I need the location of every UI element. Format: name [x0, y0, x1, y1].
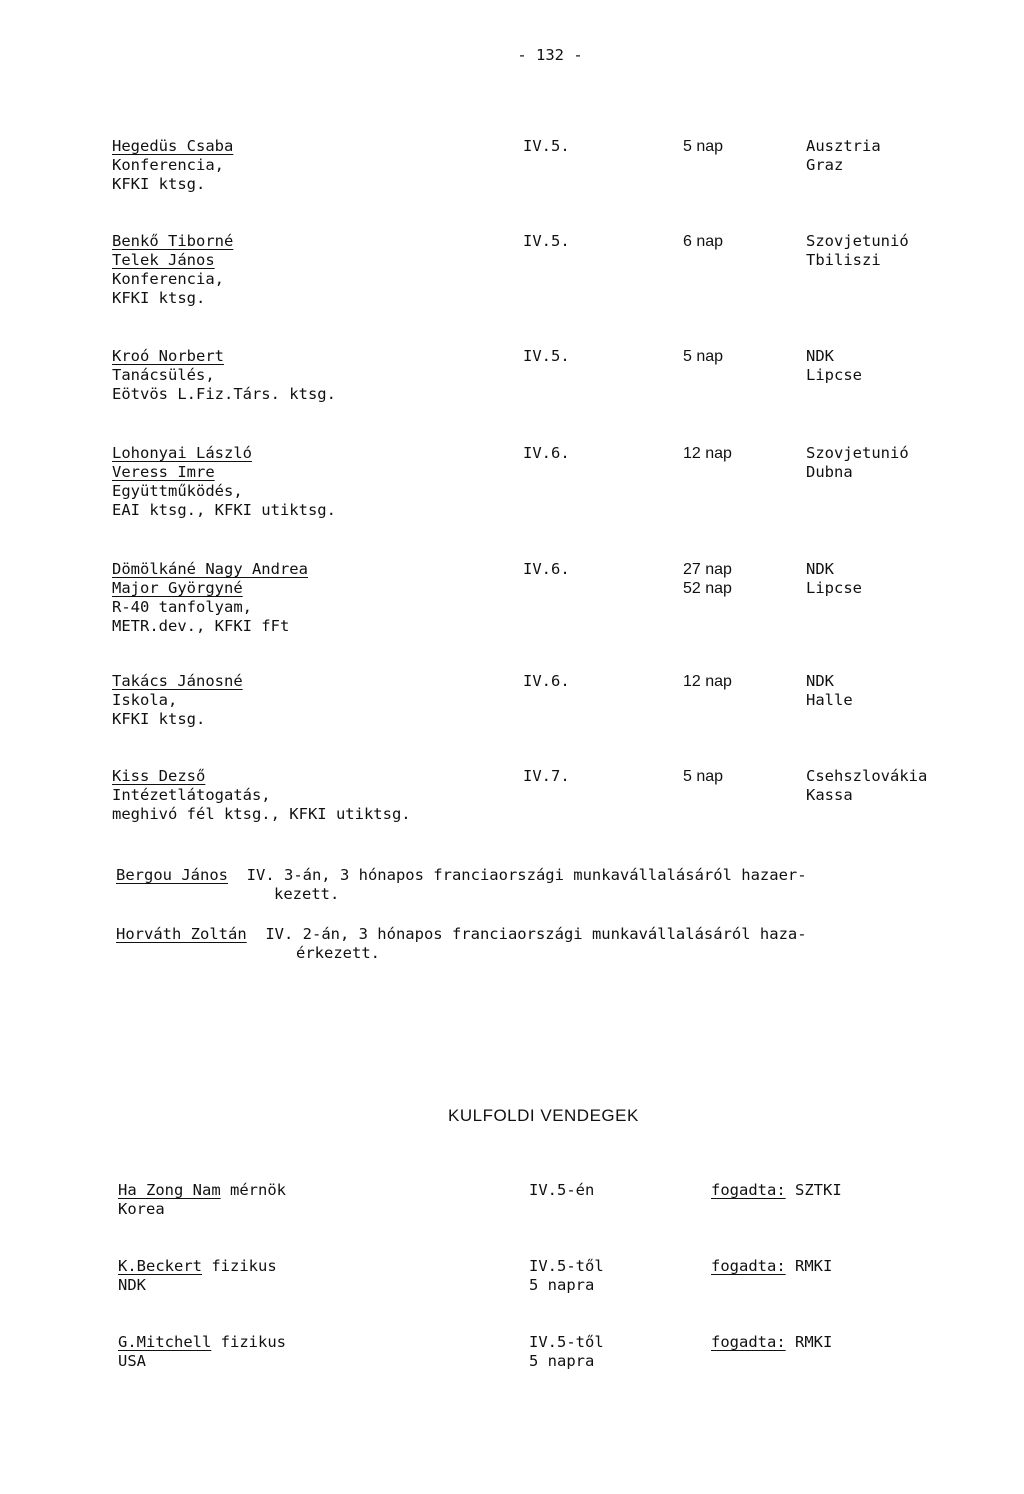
- return-text: IV. 2-án, 3 hónapos franciaországi munkavállalásáról haza-: [265, 925, 807, 943]
- return-text-cont: érkezett.: [296, 944, 380, 962]
- host-institute: RMKI: [795, 1257, 833, 1275]
- destination-city: Graz: [806, 156, 844, 174]
- destination-city: Halle: [806, 691, 853, 709]
- trip-destination: [806, 347, 862, 385]
- host-institute: RMKI: [795, 1333, 833, 1351]
- trip-people: [112, 232, 233, 308]
- trip-duration: 5 nap: [683, 348, 724, 365]
- trip-destination: [806, 767, 927, 805]
- visitor-info: [118, 1181, 286, 1219]
- trip-people: [112, 137, 233, 194]
- visitor-name: Ha Zong Nam: [118, 1181, 221, 1199]
- visit-host: [711, 1181, 842, 1200]
- trip-date: IV.5.: [523, 347, 570, 365]
- return-text: IV. 3-án, 3 hónapos franciaországi munkavállalásáról hazaer-: [246, 866, 807, 884]
- returnee-name: Bergou János: [116, 866, 228, 884]
- trip-destination: [806, 672, 853, 710]
- trip-purpose: Konferencia,: [112, 270, 224, 288]
- traveler-name: Takács Jánosné: [112, 672, 243, 690]
- trip-date: IV.6.: [523, 560, 570, 578]
- destination-city: Lipcse: [806, 579, 862, 597]
- traveler-name: Veress Imre: [112, 463, 215, 481]
- visitor-role: mérnök: [230, 1181, 286, 1199]
- trip-duration: 27 nap 52 nap: [683, 561, 732, 597]
- traveler-name: Hegedüs Csaba: [112, 137, 234, 155]
- trip-people: [112, 672, 243, 729]
- visitor-role: fizikus: [220, 1333, 286, 1351]
- trip-people: [112, 347, 336, 404]
- destination-country: Szovjetunió: [806, 232, 909, 250]
- visitor-country: NDK: [118, 1276, 146, 1294]
- visit-host: [711, 1257, 832, 1276]
- traveler-name: Kroó Norbert: [112, 347, 224, 365]
- visit-date: IV.5-től 5 napra: [529, 1257, 604, 1294]
- visit-host: [711, 1333, 832, 1352]
- visitor-country: USA: [118, 1352, 146, 1370]
- return-text-cont: kezett.: [274, 885, 340, 903]
- trip-destination: [806, 137, 881, 175]
- trip-date: IV.5.: [523, 137, 570, 155]
- returnee-name: Horváth Zoltán: [116, 925, 247, 943]
- return-note: [116, 866, 996, 904]
- host-label: fogadta:: [711, 1257, 786, 1275]
- host-institute: SZTKI: [795, 1181, 842, 1199]
- trip-duration: 6 nap: [683, 233, 724, 250]
- traveler-name: Telek János: [112, 251, 215, 269]
- trip-funding: METR.dev., KFKI fFt: [112, 617, 290, 635]
- trip-destination: [806, 232, 909, 270]
- destination-city: Lipcse: [806, 366, 862, 384]
- section-title: KULFOLDI VENDEGEK: [448, 1106, 639, 1125]
- trip-purpose: Iskola,: [112, 691, 178, 709]
- visitor-info: [118, 1333, 286, 1371]
- traveler-name: Benkő Tiborné: [112, 232, 234, 250]
- destination-country: NDK: [806, 347, 834, 365]
- trip-people: [112, 560, 308, 636]
- host-label: fogadta:: [711, 1181, 786, 1199]
- page-number: - 132 -: [517, 46, 583, 64]
- host-label: fogadta:: [711, 1333, 786, 1351]
- trip-funding: EAI ktsg., KFKI utiktsg.: [112, 501, 336, 519]
- trip-purpose: Együttműködés,: [112, 482, 243, 500]
- traveler-name: Major Györgyné: [112, 579, 243, 597]
- trip-date: IV.6.: [523, 444, 570, 462]
- trip-destination: [806, 560, 862, 598]
- destination-country: Ausztria: [806, 137, 881, 155]
- visit-date: IV.5-én: [529, 1181, 595, 1199]
- destination-country: NDK: [806, 672, 834, 690]
- trip-duration: 5 nap: [683, 768, 724, 785]
- destination-country: Szovjetunió: [806, 444, 909, 462]
- trip-duration: 12 nap: [683, 673, 732, 690]
- trip-date: IV.7.: [523, 767, 570, 785]
- trip-funding: KFKI ktsg.: [112, 175, 206, 193]
- visitor-name: G.Mitchell: [118, 1333, 212, 1351]
- trip-date: IV.5.: [523, 232, 570, 250]
- destination-city: Kassa: [806, 786, 853, 804]
- return-note: [116, 925, 996, 963]
- trip-duration: 12 nap: [683, 445, 732, 462]
- traveler-name: Lohonyai László: [112, 444, 252, 462]
- visitor-name: K.Beckert: [118, 1257, 202, 1275]
- destination-country: Csehszlovákia: [806, 767, 928, 785]
- trip-people: [112, 444, 336, 520]
- visitor-info: [118, 1257, 277, 1295]
- trip-destination: [806, 444, 909, 482]
- traveler-name: Kiss Dezső: [112, 767, 206, 785]
- trip-funding: KFKI ktsg.: [112, 289, 206, 307]
- trip-people: [112, 767, 411, 824]
- destination-city: Tbiliszi: [806, 251, 881, 269]
- destination-city: Dubna: [806, 463, 853, 481]
- trip-purpose: Intézetlátogatás,: [112, 786, 271, 804]
- trip-purpose: Konferencia,: [112, 156, 224, 174]
- trip-funding: meghivó fél ktsg., KFKI utiktsg.: [112, 805, 411, 823]
- traveler-name: Dömölkáné Nagy Andrea: [112, 560, 308, 578]
- visit-date: IV.5-től 5 napra: [529, 1333, 604, 1370]
- trip-purpose: R-40 tanfolyam,: [112, 598, 252, 616]
- trip-funding: KFKI ktsg.: [112, 710, 206, 728]
- trip-funding: Eötvös L.Fiz.Társ. ktsg.: [112, 385, 336, 403]
- trip-date: IV.6.: [523, 672, 570, 690]
- trip-duration: 5 nap: [683, 138, 724, 155]
- destination-country: NDK: [806, 560, 834, 578]
- visitor-country: Korea: [118, 1200, 165, 1218]
- visitor-role: fizikus: [211, 1257, 277, 1275]
- trip-purpose: Tanácsülés,: [112, 366, 215, 384]
